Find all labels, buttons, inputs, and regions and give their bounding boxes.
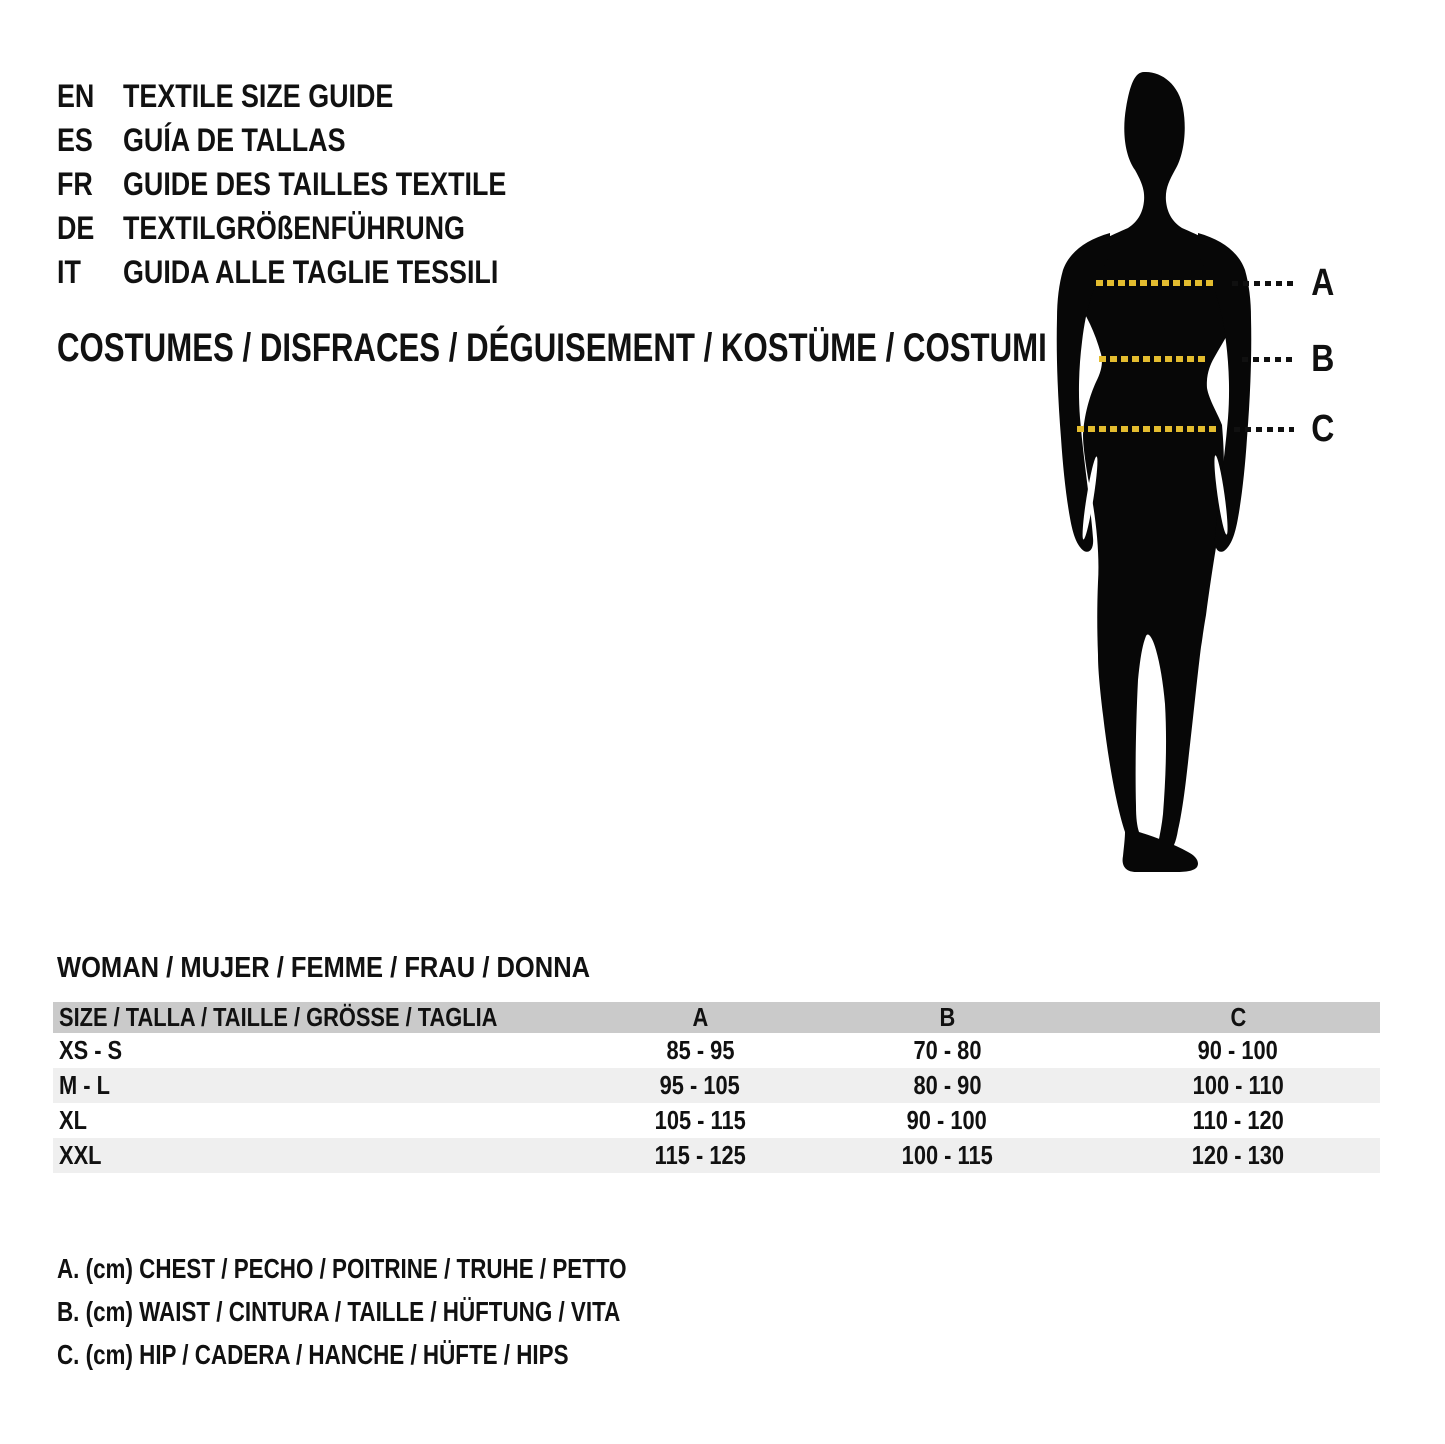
- lang-row-fr: [57, 162, 579, 206]
- table-row-xs-s: XS - S 85 - 95 70 - 80 90 - 100: [59, 1035, 1279, 1065]
- chest-line-yellow-dash: [1096, 280, 1213, 286]
- lang-title-de: TEXTILGRÖßENFÜHRUNG: [123, 209, 465, 246]
- category-title: COSTUMES / DISFRACES / DÉGUISEMENT / KOSTÜME / COSTUMI: [57, 325, 1047, 370]
- legend-row-chest: A. (cm) CHEST / PECHO / POITRINE / TRUHE / PETTO: [57, 1252, 627, 1284]
- column-header-c: C: [1230, 1002, 1246, 1032]
- measure-label-a: A: [1311, 261, 1335, 304]
- lang-title-es: GUÍA DE TALLAS: [123, 121, 346, 158]
- chest-line-black-dash: [1232, 281, 1294, 286]
- measure-label-c: C: [1311, 407, 1335, 450]
- lang-row-it: [57, 250, 579, 294]
- measure-label-b: B: [1311, 337, 1335, 380]
- table-row-xxl: XXL 115 - 125 100 - 115 120 - 130: [53, 1138, 1380, 1173]
- lang-title-en: TEXTILE SIZE GUIDE: [123, 77, 394, 114]
- table-row-m-l: M - L 95 - 105 80 - 90 100 - 110: [53, 1068, 1380, 1103]
- column-header-b: B: [939, 1002, 955, 1032]
- lang-code-it: IT: [57, 253, 81, 290]
- table-row-xl: XL 105 - 115 90 - 100 110 - 120: [59, 1105, 1284, 1135]
- size-header-label: SIZE / TALLA / TAILLE / GRÖSSE / TAGLIA: [59, 1002, 498, 1032]
- hip-line-black-dash: [1234, 427, 1294, 432]
- lang-title-it: GUIDA ALLE TAGLIE TESSILI: [123, 253, 499, 290]
- lang-title-fr: GUIDE DES TAILLES TEXTILE: [123, 165, 507, 202]
- hip-line-yellow-dash: [1077, 426, 1219, 432]
- legend-row-hip: C. (cm) HIP / CADERA / HANCHE / HÜFTE / HIPS: [57, 1338, 569, 1370]
- lang-code-es: ES: [57, 121, 93, 158]
- legend-row-waist: B. (cm) WAIST / CINTURA / TAILLE / HÜFTUNG / VITA: [57, 1295, 621, 1327]
- waist-line-black-dash: [1242, 357, 1294, 362]
- lang-code-fr: FR: [57, 165, 93, 202]
- size-table-header-row: [53, 1002, 1380, 1033]
- woman-silhouette: [1040, 70, 1268, 882]
- lang-code-de: DE: [57, 209, 95, 246]
- lang-row-de: [57, 206, 579, 250]
- language-title-list: [57, 74, 579, 294]
- measurement-legend: [57, 1247, 769, 1376]
- lang-row-es: [57, 118, 579, 162]
- section-title-woman: WOMAN / MUJER / FEMME / FRAU / DONNA: [57, 951, 591, 984]
- size-table: [53, 1002, 1380, 1173]
- lang-row-en: [57, 74, 579, 118]
- lang-code-en: EN: [57, 77, 95, 114]
- column-header-a: A: [692, 1002, 708, 1032]
- waist-line-yellow-dash: [1099, 356, 1209, 362]
